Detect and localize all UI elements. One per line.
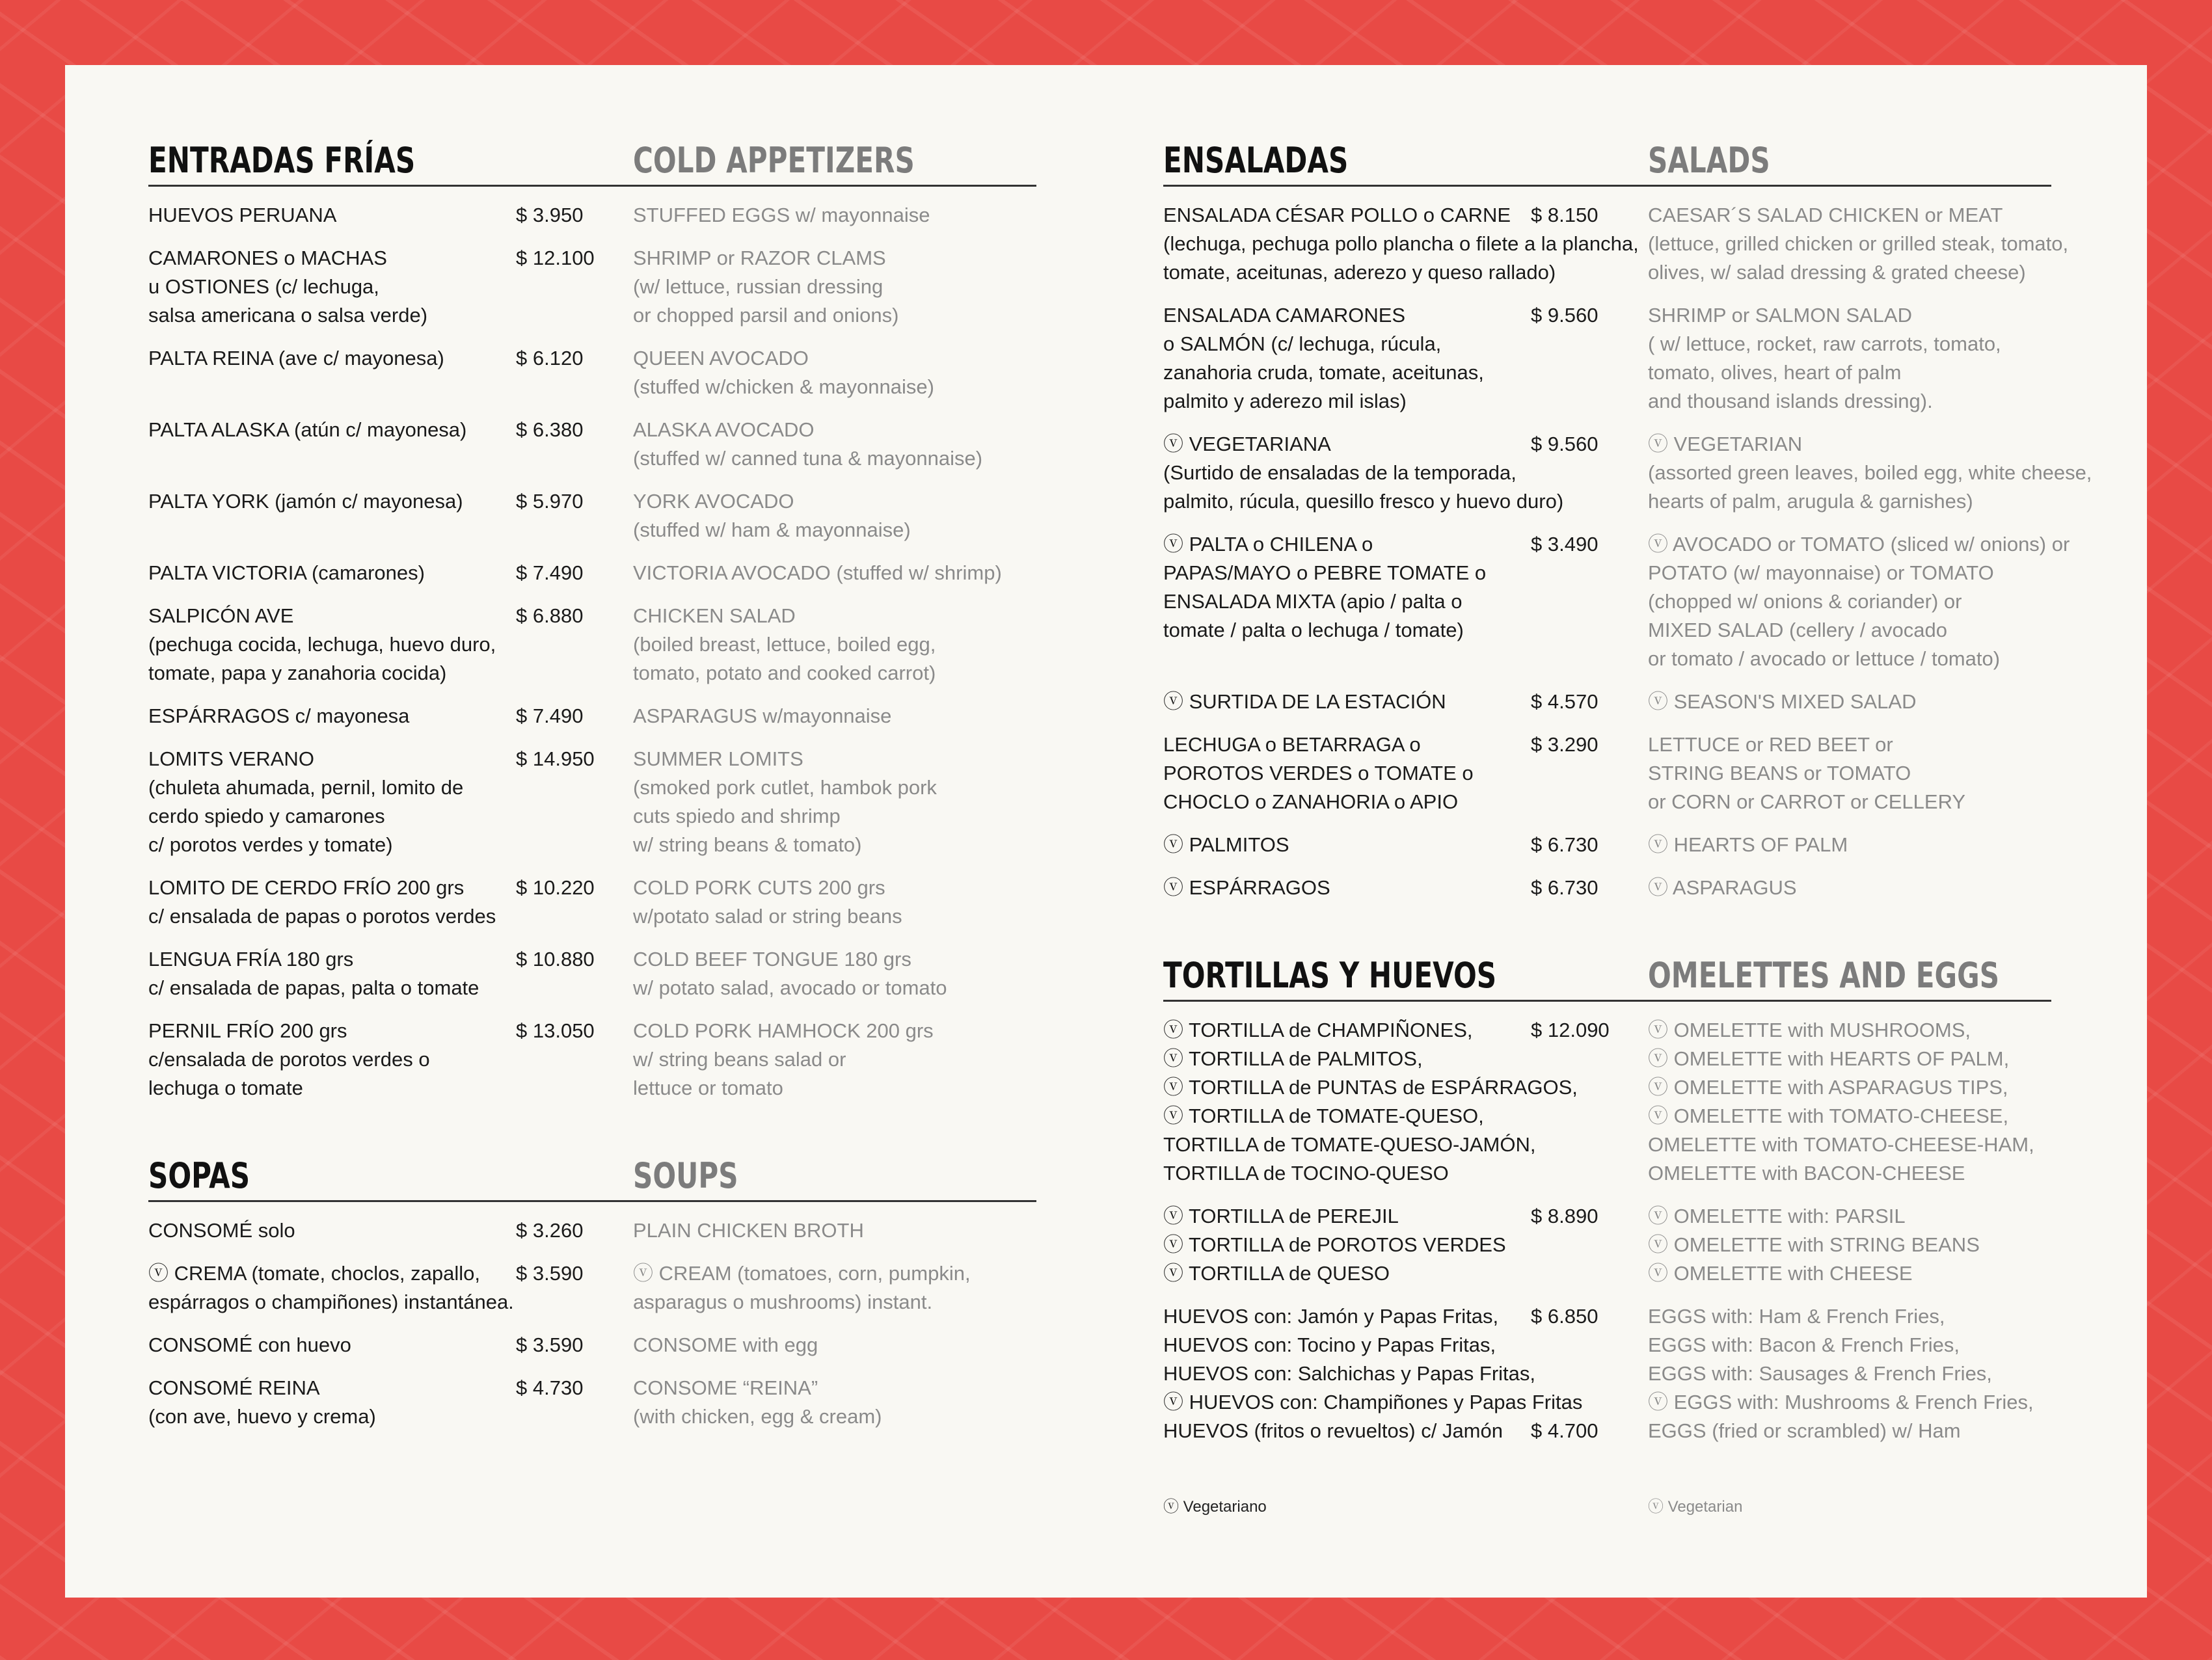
item-line-es: LENGUA FRÍA 180 grs [148,948,354,971]
section-title-es: ENTRADAS FRÍAS [148,140,416,181]
item-price-value: $ 8.890 [1531,1205,1598,1227]
item-name-es [1163,430,1564,516]
item-price-value: $ 3.290 [1531,733,1598,756]
item-line-es: palmito y aderezo mil islas) [1163,390,1407,412]
item-line-es: PAPAS/MAYO o PEBRE TOMATE o [1163,561,1487,584]
menu-item [1163,201,2069,287]
item-line-es: LOMITS VERANO [148,747,314,770]
item-price [516,344,630,373]
item-line-en: QUEEN AVOCADO [633,347,809,369]
item-line-es: c/ensalada de porotos verdes o [148,1048,430,1071]
item-price [1531,430,1645,459]
item-name-es [1163,874,1528,902]
item-price-value: $ 8.150 [1531,204,1598,226]
menu-item [1163,874,2051,902]
item-price [516,702,630,730]
item-name-en [633,1017,1036,1103]
item-price [1531,1302,1645,1445]
item-name-es [148,416,513,444]
item-line-es: PALTA VICTORIA (camarones) [148,561,425,584]
item-price [516,745,630,773]
item-line-en: OMELETTE with TOMATO-CHEESE-HAM, [1648,1133,2034,1156]
item-name-en [1648,301,2051,416]
item-name-en [1648,874,2051,902]
section-omelettes-eggs [1163,952,2051,1445]
item-name-en [1648,1302,2051,1445]
item-name-en [633,702,1036,730]
item-price-value: $ 9.560 [1531,304,1598,327]
item-line-en: lettuce or tomato [633,1077,783,1099]
item-name-en [1648,201,2069,287]
item-name-en [1648,530,2070,673]
item-name-en [633,1374,1036,1431]
item-line-en: ASPARAGUS w/mayonnaise [633,704,892,727]
menu-item [1163,301,2051,416]
item-line-en: EGGS (fried or scrambled) w/ Ham [1648,1419,1961,1442]
item-line-es: PALTA REINA (ave c/ mayonesa) [148,347,444,369]
item-name-es [148,1331,513,1359]
item-price [516,874,630,902]
item-price [516,1374,630,1402]
item-line-es: tomate / palta o lechuga / tomate) [1163,619,1464,641]
item-line-es: HUEVOS con: Tocino y Papas Fritas, [1163,1333,1496,1356]
item-line-es: ⓥ TORTILLA de POROTOS VERDES [1163,1233,1506,1256]
item-name-en [633,745,1036,859]
left-column [148,137,1036,1445]
item-line-en: w/ string beans & tomato) [633,833,862,856]
item-price [1531,874,1645,902]
section-title-es: ENSALADAS [1163,140,1349,181]
item-line-es: ENSALADA CÉSAR POLLO o CARNE [1163,204,1511,226]
item-line-en: (assorted green leaves, boiled egg, white cheese, [1648,461,2092,484]
item-price-value: $ 3.260 [516,1219,584,1242]
item-price [1531,730,1645,759]
item-line-es: LECHUGA o BETARRAGA o [1163,733,1421,756]
item-price-value: $ 13.050 [516,1019,595,1042]
item-name-en [1648,1016,2051,1188]
item-name-es [148,487,513,516]
item-line-es: (con ave, huevo y crema) [148,1405,376,1428]
item-price-value: $ 14.950 [516,747,595,770]
item-line-en: ⓥ ASPARAGUS [1648,876,1797,899]
item-line-es: ⓥ TORTILLA de CHAMPIÑONES, [1163,1019,1473,1041]
item-line-es: HUEVOS PERUANA [148,204,337,226]
item-price-value: $ 5.970 [516,490,584,513]
item-line-en: SUMMER LOMITS [633,747,803,770]
item-price [516,1331,630,1359]
item-price-value: $ 6.380 [516,418,584,441]
item-line-en: ⓥ OMELETTE with TOMATO-CHEESE, [1648,1104,2009,1127]
item-name-en [1648,430,2092,516]
menu-item [148,745,1036,859]
menu-item [148,487,1036,544]
menu-item [148,602,1036,688]
item-line-es: (pechuga cocida, lechuga, huevo duro, [148,633,496,656]
item-line-en: LETTUCE or RED BEET or [1648,733,1893,756]
menu-item [1163,430,2092,516]
menu-item [148,1017,1036,1103]
menu-item [148,244,1036,330]
item-line-es: CHOCLO o ZANAHORIA o APIO [1163,790,1459,813]
item-price [1531,530,1645,559]
item-line-en: COLD BEEF TONGUE 180 grs [633,948,911,971]
item-line-es: tomate, papa y zanahoria cocida) [148,662,447,684]
item-line-es: PALTA YORK (jamón c/ mayonesa) [148,490,463,513]
item-line-es: TORTILLA de TOCINO-QUESO [1163,1162,1449,1185]
item-name-es [1163,730,1528,816]
item-name-en [633,487,1036,544]
item-name-en [633,945,1036,1002]
menu-page [65,65,2147,1598]
section-header [148,137,1036,187]
section-title-en: SOUPS [633,1155,738,1196]
item-name-es [148,945,513,1002]
section-title-en: COLD APPETIZERS [633,140,915,181]
item-line-es: PALTA ALASKA (atún c/ mayonesa) [148,418,467,441]
item-price-value-2: $ 4.700 [1531,1419,1598,1442]
item-line-en: CONSOME “REINA” [633,1376,818,1399]
item-line-en: ⓥ AVOCADO or TOMATO (sliced w/ onions) or [1648,533,2070,556]
item-line-en: ( w/ lettuce, rocket, raw carrots, tomato, [1648,332,2001,355]
item-line-en: ⓥ CREAM (tomatoes, corn, pumpkin, [633,1262,971,1285]
item-price-value: $ 10.220 [516,876,595,899]
item-name-en [1648,831,2051,859]
item-line-en: w/ potato salad, avocado or tomato [633,976,947,999]
section-title-en: SALADS [1648,140,1770,181]
item-name-es [148,1216,513,1245]
item-line-en: ⓥ OMELETTE with: PARSIL [1648,1205,1906,1227]
footnote-vegetarian: ⓥ Vegetarian [1648,1498,1743,1516]
item-price [516,416,630,444]
item-line-es: ⓥ TORTILLA de PALMITOS, [1163,1047,1423,1070]
item-line-es: zanahoria cruda, tomate, aceitunas, [1163,361,1484,384]
item-name-es [1163,1202,1528,1288]
item-line-en: or CORN or CARROT or CELLERY [1648,790,1966,813]
item-line-en: (lettuce, grilled chicken or grilled steak, tomato, [1648,232,2069,255]
section-title-es: TORTILLAS Y HUEVOS [1163,955,1497,996]
item-price-value: $ 4.570 [1531,690,1598,713]
item-line-en: hearts of palm, arugula & garnishes) [1648,490,1973,513]
section-title-en: OMELETTES AND EGGS [1648,955,2000,996]
item-line-en: ⓥ OMELETTE with ASPARAGUS TIPS, [1648,1076,2008,1099]
item-price-value: $ 6.850 [1531,1305,1598,1328]
item-name-en [633,602,1036,688]
item-line-en: ⓥ OMELETTE with STRING BEANS [1648,1233,1980,1256]
item-name-en [633,416,1036,473]
item-line-es: cerdo spiedo y camarones [148,805,385,827]
item-line-es: ENSALADA MIXTA (apio / palta o [1163,590,1463,613]
item-line-es: ⓥ CREMA (tomate, choclos, zapallo, [148,1262,480,1285]
menu-item [148,945,1036,1002]
item-line-es: lechuga o tomate [148,1077,303,1099]
item-price [516,1216,630,1245]
item-price-value: $ 12.090 [1531,1019,1610,1041]
item-line-en: w/ string beans salad or [633,1048,846,1071]
item-line-en: POTATO (w/ mayonnaise) or TOMATO [1648,561,1994,584]
item-line-es: ⓥ SURTIDA DE LA ESTACIÓN [1163,690,1446,713]
item-line-es: ⓥ PALMITOS [1163,833,1289,856]
item-line-en: COLD PORK HAMHOCK 200 grs [633,1019,934,1042]
item-name-es [148,344,513,373]
item-name-en [633,874,1036,931]
item-line-es: CAMARONES o MACHAS [148,247,387,269]
item-line-en: COLD PORK CUTS 200 grs [633,876,885,899]
item-price [1531,301,1645,330]
item-line-es: (lechuga, pechuga pollo plancha o filete a la plancha, [1163,232,1639,255]
item-line-en: ⓥ OMELETTE with HEARTS OF PALM, [1648,1047,2010,1070]
item-line-en: (w/ lettuce, russian dressing [633,275,883,298]
item-name-en [633,1216,1036,1245]
section-header [1163,952,2051,1002]
item-line-en: STUFFED EGGS w/ mayonnaise [633,204,930,226]
item-price-value: $ 10.880 [516,948,595,971]
item-line-es: TORTILLA de TOMATE-QUESO-JAMÓN, [1163,1133,1536,1156]
item-price-value: $ 4.730 [516,1376,584,1399]
menu-item [148,702,1036,730]
item-name-en [633,559,1036,587]
item-price [516,1017,630,1045]
item-line-en: and thousand islands dressing). [1648,390,1933,412]
item-price [1531,1202,1645,1231]
menu-item [1163,530,2070,673]
item-name-en [1648,730,2051,816]
item-price [1531,201,1645,230]
item-line-en: (stuffed w/ ham & mayonnaise) [633,518,911,541]
item-line-es: espárragos o champiñones) instantánea. [148,1291,514,1313]
item-price [516,244,630,273]
item-line-en: olives, w/ salad dressing & grated cheese) [1648,261,2026,284]
menu-item [1163,831,2051,859]
item-name-en [633,201,1036,230]
menu-item [148,1216,1036,1245]
footnote-vegetariano: ⓥ Vegetariano [1163,1498,1267,1516]
item-price [516,487,630,516]
item-line-es: PERNIL FRÍO 200 grs [148,1019,347,1042]
item-line-en: (with chicken, egg & cream) [633,1405,882,1428]
menu-item [148,559,1036,587]
item-line-en: OMELETTE with BACON-CHEESE [1648,1162,1965,1185]
item-line-en: (smoked pork cutlet, hambok pork [633,776,937,799]
menu-item [148,874,1036,931]
item-line-en: SHRIMP or SALMON SALAD [1648,304,1912,327]
item-line-en: EGGS with: Ham & French Fries, [1648,1305,1945,1328]
item-line-es: HUEVOS con: Jamón y Papas Fritas, [1163,1305,1499,1328]
item-line-en: or chopped parsil and onions) [633,304,899,327]
item-price-value: $ 6.120 [516,347,584,369]
item-line-en: (stuffed w/ canned tuna & mayonnaise) [633,447,983,470]
item-price-value: $ 3.490 [1531,533,1598,556]
item-name-en [1648,688,2051,716]
item-name-en [633,1259,1036,1317]
item-price-value: $ 7.490 [516,704,584,727]
menu-item [148,1259,1036,1317]
menu-item [1163,688,2051,716]
item-line-es: ⓥ VEGETARIANA [1163,433,1331,455]
item-name-es [148,702,513,730]
item-price-value: $ 6.730 [1531,876,1598,899]
item-line-es: CONSOMÉ solo [148,1219,295,1242]
item-line-es: POROTOS VERDES o TOMATE o [1163,762,1474,784]
item-line-en: EGGS with: Sausages & French Fries, [1648,1362,1992,1385]
item-line-en: or tomato / avocado or lettuce / tomato) [1648,647,2001,670]
item-line-es: c/ ensalada de papas, palta o tomate [148,976,479,999]
item-line-en: PLAIN CHICKEN BROTH [633,1219,864,1242]
item-price [516,559,630,587]
item-line-es: ⓥ HUEVOS con: Champiñones y Papas Fritas [1163,1391,1583,1413]
menu-item [148,344,1036,401]
item-name-es [1163,688,1528,716]
menu-item [1163,730,2051,816]
item-line-en: ⓥ HEARTS OF PALM [1648,833,1848,856]
item-name-es [1163,831,1528,859]
menu-item [148,1374,1036,1431]
menu-item [1163,1302,2051,1445]
item-name-es [148,201,513,230]
item-line-es: c/ ensalada de papas o porotos verdes [148,905,496,928]
item-price-value: $ 7.490 [516,561,584,584]
item-line-en: cuts spiedo and shrimp [633,805,841,827]
item-line-es: ⓥ PALTA o CHILENA o [1163,533,1373,556]
item-price-value: $ 9.560 [1531,433,1598,455]
item-line-es: salsa americana o salsa verde) [148,304,428,327]
item-line-en: tomato, potato and cooked carrot) [633,662,936,684]
section-soups [148,1152,1036,1431]
item-line-en: CAESAR´S SALAD CHICKEN or MEAT [1648,204,2003,226]
item-line-es: ⓥ ESPÁRRAGOS [1163,876,1330,899]
item-line-es: SALPICÓN AVE [148,604,294,627]
item-line-es: ESPÁRRAGOS c/ mayonesa [148,704,410,727]
item-name-es [148,244,513,330]
item-price-value: $ 3.590 [516,1333,584,1356]
item-line-en: EGGS with: Bacon & French Fries, [1648,1333,1960,1356]
item-line-en: ALASKA AVOCADO [633,418,815,441]
item-name-es [148,1259,513,1317]
item-price-value: $ 12.100 [516,247,595,269]
item-name-es [148,745,513,859]
item-price [516,602,630,630]
item-name-en [633,344,1036,401]
item-line-en: SHRIMP or RAZOR CLAMS [633,247,886,269]
item-name-es [1163,301,1528,416]
menu-item [1163,1016,2051,1188]
section-salads [1163,137,2092,902]
item-line-es: CONSOMÉ REINA [148,1376,320,1399]
item-line-es: u OSTIONES (c/ lechuga, [148,275,379,298]
item-line-es: tomate, aceitunas, aderezo y queso rallado) [1163,261,1556,284]
item-line-en: (boiled breast, lettuce, boiled egg, [633,633,936,656]
item-name-es [148,1017,513,1103]
section-header [1163,137,2051,187]
item-line-es: CONSOMÉ con huevo [148,1333,351,1356]
section-header [148,1152,1036,1202]
item-name-es [1163,530,1528,645]
item-line-en: (chopped w/ onions & coriander) or [1648,590,1962,613]
item-line-en: ⓥ SEASON'S MIXED SALAD [1648,690,1917,713]
item-line-en: MIXED SALAD (cellery / avocado [1648,619,1948,641]
item-line-en: w/potato salad or string beans [633,905,902,928]
item-line-en: ⓥ OMELETTE with MUSHROOMS, [1648,1019,1971,1041]
item-line-es: ⓥ TORTILLA de QUESO [1163,1262,1390,1285]
item-line-es: LOMITO DE CERDO FRÍO 200 grs [148,876,465,899]
item-line-es: ⓥ TORTILLA de TOMATE-QUESO, [1163,1104,1484,1127]
menu-item [148,1331,1036,1359]
item-name-es [148,559,513,587]
item-name-en [633,1331,1036,1359]
item-line-es: HUEVOS con: Salchichas y Papas Fritas, [1163,1362,1536,1385]
item-price [516,945,630,974]
item-line-en: CONSOME with egg [633,1333,818,1356]
item-line-es: ⓥ TORTILLA de PEREJIL [1163,1205,1399,1227]
item-name-es [148,1374,513,1431]
item-line-en: ⓥ OMELETTE with CHEESE [1648,1262,1913,1285]
menu-item [148,201,1036,230]
item-line-es: ⓥ TORTILLA de PUNTAS de ESPÁRRAGOS, [1163,1076,1578,1099]
item-price [516,201,630,230]
item-line-en: CHICKEN SALAD [633,604,796,627]
item-line-en: YORK AVOCADO [633,490,794,513]
item-line-es: HUEVOS (fritos o revueltos) c/ Jamón [1163,1419,1503,1442]
item-price [1531,688,1645,716]
item-price-value: $ 3.590 [516,1262,584,1285]
item-line-en: asparagus o mushrooms) instant. [633,1291,933,1313]
item-line-es: o SALMÓN (c/ lechuga, rúcula, [1163,332,1442,355]
item-line-en: STRING BEANS or TOMATO [1648,762,1911,784]
item-line-en: tomato, olives, heart of palm [1648,361,1902,384]
section-title-es: SOPAS [148,1155,250,1196]
item-price [1531,1016,1645,1045]
item-name-en [1648,1202,2051,1288]
item-price-value: $ 6.880 [516,604,584,627]
item-price [1531,831,1645,859]
item-price-value: $ 3.950 [516,204,584,226]
item-price [516,1259,630,1288]
item-line-en: (stuffed w/chicken & mayonnaise) [633,375,934,398]
item-line-es: (chuleta ahumada, pernil, lomito de [148,776,464,799]
item-line-en: VICTORIA AVOCADO (stuffed w/ shrimp) [633,561,1002,584]
menu-item [1163,1202,2051,1288]
item-line-es: (Surtido de ensaladas de la temporada, [1163,461,1517,484]
item-line-en: ⓥ EGGS with: Mushrooms & French Fries, [1648,1391,2034,1413]
menu-item [148,416,1036,473]
right-column [1163,137,2092,1460]
item-name-es [148,602,513,688]
item-price-value: $ 6.730 [1531,833,1598,856]
item-line-es: c/ porotos verdes y tomate) [148,833,393,856]
section-cold-appetizers [148,137,1036,1103]
item-name-en [633,244,1036,330]
item-line-es: ENSALADA CAMARONES [1163,304,1406,327]
item-name-es [148,874,513,931]
item-line-en: ⓥ VEGETARIAN [1648,433,1803,455]
item-line-es: palmito, rúcula, quesillo fresco y huevo duro) [1163,490,1564,513]
